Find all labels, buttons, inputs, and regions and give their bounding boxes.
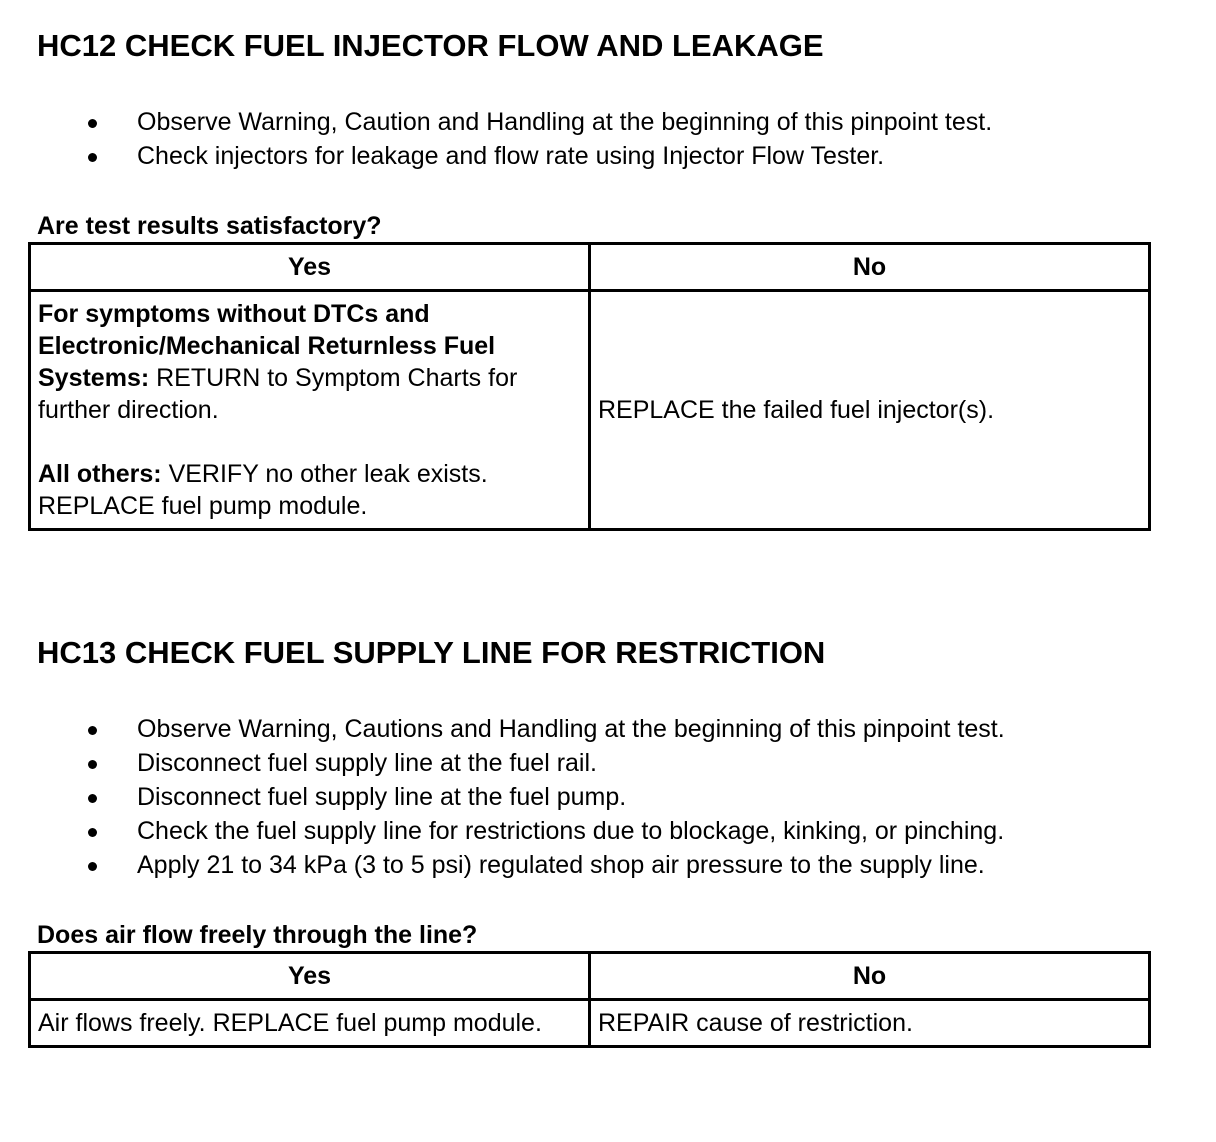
table-row: [30, 1000, 1150, 1047]
yes-cell: Air flows freely. REPLACE fuel pump module.: [30, 1000, 590, 1047]
yes-cell: [30, 291, 590, 530]
section-hc12-question: Are test results satisfactory?: [37, 212, 382, 240]
list-item: Observe Warning, Cautions and Handling at the beginning of this pinpoint test.: [0, 712, 1005, 746]
list-item: Observe Warning, Caution and Handling at the beginning of this pinpoint test.: [0, 105, 992, 139]
list-item: Check injectors for leakage and flow rate using Injector Flow Tester.: [0, 139, 992, 173]
section-hc12-title: HC12 CHECK FUEL INJECTOR FLOW AND LEAKAGE: [37, 28, 824, 63]
table-header-row: [30, 244, 1150, 291]
bullet-icon: [88, 760, 97, 769]
list-item: Disconnect fuel supply line at the fuel rail.: [0, 746, 1005, 780]
table-header-row: [30, 953, 1150, 1000]
no-cell: REPLACE the failed fuel injector(s).: [590, 291, 1150, 530]
bullet-icon: [88, 153, 97, 162]
bullet-icon: [88, 862, 97, 871]
section-hc13-result-table: [28, 951, 1151, 1048]
bullet-icon: [88, 119, 97, 128]
table-row: [30, 291, 1150, 530]
yes-paragraph-1: For symptoms without DTCs and Electronic/Mechanical Returnless Fuel Systems: RETURN to Symptom Charts for further direction.: [38, 300, 518, 424]
section-hc13-title: HC13 CHECK FUEL SUPPLY LINE FOR RESTRICTION: [37, 635, 826, 670]
section-hc12-result-table: [28, 242, 1151, 531]
list-item: Apply 21 to 34 kPa (3 to 5 psi) regulated shop air pressure to the supply line.: [0, 848, 1005, 882]
bullet-icon: [88, 828, 97, 837]
bullet-icon: [88, 794, 97, 803]
yes-paragraph-2: All others: VERIFY no other leak exists. REPLACE fuel pump module.: [38, 460, 488, 520]
yes-column-header: Yes: [30, 244, 590, 291]
no-column-header: No: [590, 953, 1150, 1000]
list-item: Disconnect fuel supply line at the fuel pump.: [0, 780, 1005, 814]
bullet-icon: [88, 726, 97, 735]
no-column-header: No: [590, 244, 1150, 291]
yes-column-header: Yes: [30, 953, 590, 1000]
no-cell: REPAIR cause of restriction.: [590, 1000, 1150, 1047]
section-hc13-question: Does air flow freely through the line?: [37, 921, 478, 949]
list-item: Check the fuel supply line for restrictions due to blockage, kinking, or pinching.: [0, 814, 1005, 848]
section-hc13-steps: [0, 712, 1005, 882]
section-hc12-steps: [0, 105, 992, 173]
